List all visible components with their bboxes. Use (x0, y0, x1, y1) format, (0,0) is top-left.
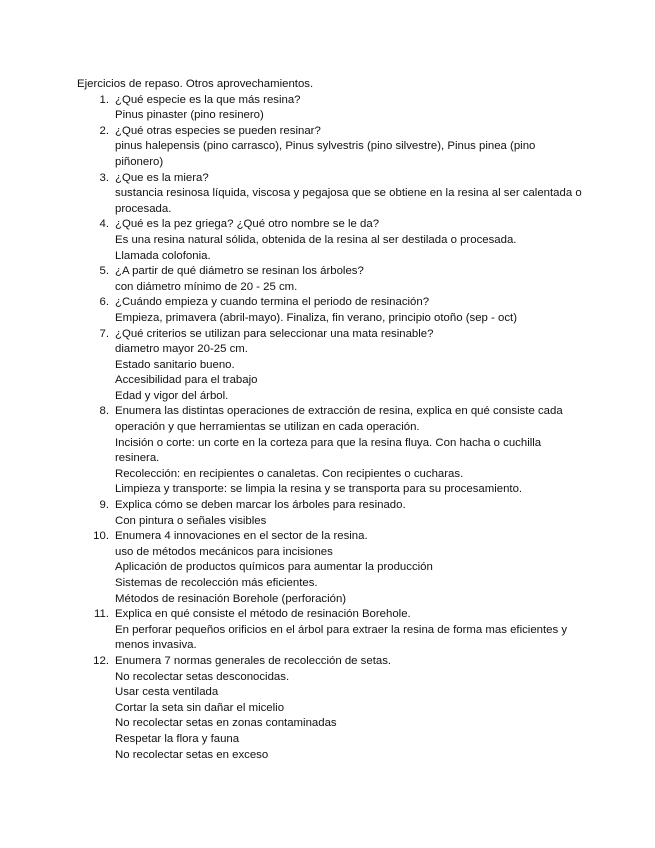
answer-line: Aplicación de productos químicos para aumentar la producción (115, 561, 433, 574)
question-item (77, 327, 582, 405)
question-item (77, 404, 582, 498)
question-number: 4. (99, 218, 109, 231)
answer-line: pinus halepensis (pino carrasco), Pinus sylvestris (pino silvestre), Pinus pinea (pino piñonero) (115, 140, 536, 168)
answer-line: Métodos de resinación Borehole (perforación) (115, 592, 347, 605)
question-number: 10. (93, 530, 109, 543)
question-text: Enumera 4 innovaciones en el sector de la resina. (115, 530, 368, 543)
question-number: 6. (99, 296, 109, 309)
question-item (77, 93, 582, 124)
question-number: 2. (99, 124, 109, 137)
question-text: ¿Qué otras especies se pueden resinar? (115, 124, 321, 137)
question-item (77, 498, 582, 529)
answer-line: No recolectar setas en zonas contaminadas (115, 717, 337, 730)
question-text: ¿Qué es la pez griega? ¿Qué otro nombre se le da? (115, 218, 380, 231)
answer-line: Sistemas de recolección más eficientes. (115, 577, 318, 589)
answer-line: uso de métodos mecánicos para incisiones (115, 545, 333, 558)
answer-line: En perforar pequeños orificios en el árbol para extraer la resina de forma mas eficientes y menos invasiva. (115, 623, 568, 652)
answer-line: Estado sanitario bueno. (115, 358, 235, 371)
answer-line: con diámetro mínimo de 20 - 25 cm. (115, 280, 298, 293)
document-title: Ejercicios de repaso. Otros aprovechamientos. (77, 78, 314, 90)
question-number: 5. (99, 265, 109, 278)
answer-line: sustancia resinosa líquida, viscosa y pegajosa que se obtiene en la resina al ser calentada o procesada. (115, 187, 582, 215)
question-item (77, 171, 582, 218)
question-list (77, 93, 582, 764)
answer-line: Con pintura o señales visibles (115, 514, 267, 527)
answer-line: Es una resina natural sólida, obtenida de la resina al ser destilada o procesada. (115, 233, 517, 246)
answer-line: Usar cesta ventilada (115, 686, 219, 699)
question-text: ¿Qué criterios se utilizan para seleccionar una mata resinable? (115, 327, 434, 340)
answer-line: Incisión o corte: un corte en la corteza para que la resina fluya. Con hacha o cuchilla resinera. (115, 436, 542, 465)
question-text: ¿Que es la miera? (115, 171, 209, 184)
question-text: Explica en qué consiste el método de resinación Borehole. (115, 608, 411, 621)
question-item (77, 295, 582, 326)
answer-line: Limpieza y transporte: se limpia la resina y se transporta para su procesamiento. (115, 483, 523, 496)
question-number: 7. (99, 327, 109, 340)
answer-line: No recolectar setas en exceso (115, 748, 269, 761)
question-text: Explica cómo se deben marcar los árboles para resinado. (115, 499, 406, 512)
question-text: ¿A partir de qué diámetro se resinan los árboles? (115, 265, 364, 278)
question-number: 3. (99, 171, 109, 184)
answer-line: Pinus pinaster (pino resinero) (115, 109, 264, 122)
question-number: 8. (99, 405, 109, 418)
question-text: ¿Cuándo empieza y cuando termina el periodo de resinación? (115, 296, 430, 309)
answer-line: Edad y vigor del árbol. (115, 389, 229, 402)
answer-line: diametro mayor 20-25 cm. (115, 343, 248, 356)
question-number: 9. (99, 499, 109, 512)
question-text: Enumera las distintas operaciones de extracción de resina, explica en qué consiste cada operación y que herramientas se utilizan en cada operación. (115, 405, 563, 434)
answer-line: Llamada colofonia. (115, 249, 211, 262)
question-text: ¿Qué especie es la que más resina? (115, 93, 301, 106)
document-page (77, 77, 582, 763)
question-item (77, 607, 582, 654)
question-number: 1. (99, 93, 109, 106)
question-number: 11. (94, 608, 109, 621)
question-item (77, 654, 582, 763)
answer-line: Recolección: en recipientes o canaletas. Con recipientes o cucharas. (115, 467, 464, 480)
question-item (77, 124, 582, 171)
question-item (77, 217, 582, 264)
answer-line: No recolectar setas desconocidas. (115, 670, 290, 683)
question-item (77, 529, 582, 607)
question-number: 12. (93, 654, 109, 667)
answer-line: Cortar la seta sin dañar el micelio (115, 701, 285, 714)
question-item (77, 264, 582, 295)
answer-line: Respetar la flora y fauna (115, 732, 240, 745)
question-text: Enumera 7 normas generales de recolección de setas. (115, 654, 392, 667)
answer-line: Accesibilidad para el trabajo (115, 374, 258, 387)
answer-line: Empieza, primavera (abril-mayo). Finaliza, fin verano, principio otoño (sep - oct) (115, 311, 517, 324)
